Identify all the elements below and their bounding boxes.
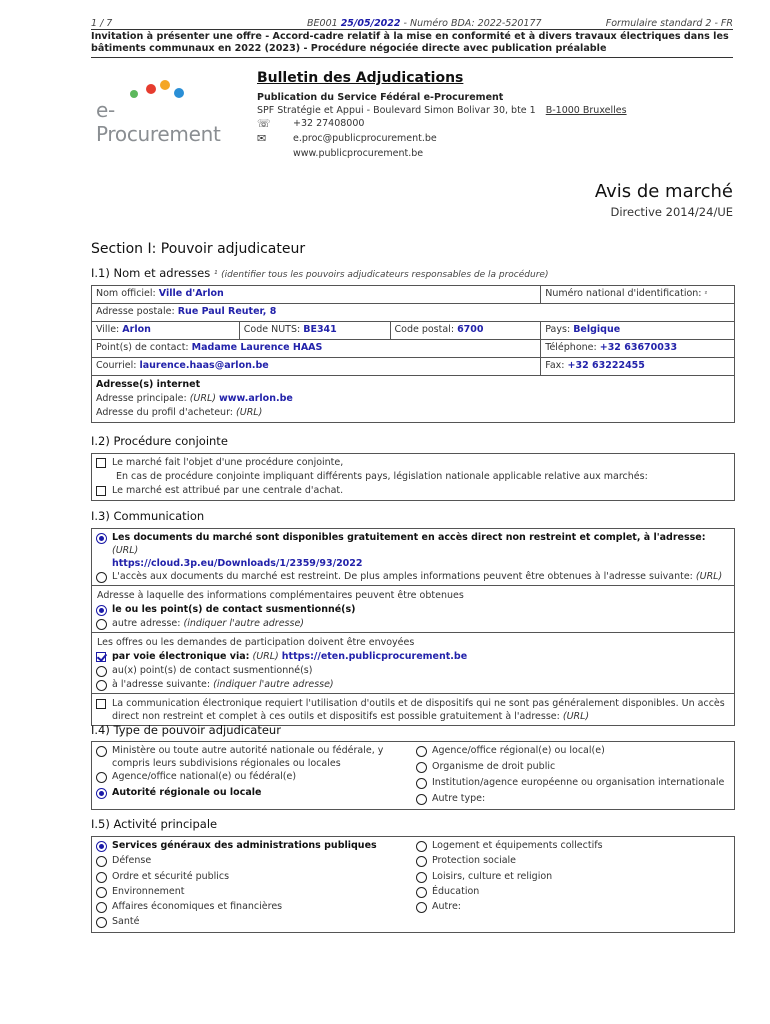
authority-type-option[interactable]: Institution/agence européenne ou organisation internationale [412,776,734,792]
authority-type-radio[interactable] [416,778,427,789]
form-type: Formulaire standard 2 - FR [605,18,733,29]
logo-dot-green [130,90,138,98]
docs-access-group [92,529,734,585]
i1-heading: I.1) Nom et adresses ¹ (identifier tous les pouvoirs adjudicateurs responsables de la procédure) [91,266,549,280]
submission-contact-radio[interactable] [96,666,107,677]
logo-dot-blue [174,88,184,98]
city-cell: Ville: Arlon [92,322,240,340]
phone-icon: ☏ [257,117,271,130]
internet-cell: Adresse(s) internet Adresse principale: (URL) www.arlon.be Adresse du profil d'acheteur: (URL) [92,376,735,423]
activity-radio[interactable] [416,841,427,852]
i4-panel [91,741,735,810]
i4-right-column [412,744,734,808]
bulletin-title: Bulletin des Adjudications [257,70,464,86]
logo-text: e-Procurement [96,98,221,146]
docs-restricted-radio[interactable] [96,572,107,583]
main-address-link[interactable]: www.arlon.be [219,393,293,404]
tools-option[interactable]: La communication électronique requiert l'utilisation d'outils et de dispositifs qui ne sont pas généralement disponibles. Un accès direct non restreint et complet à ces outils et dispositifs est possible gratuitement à l'adresse: (URL) [92,697,734,723]
authority-type-radio[interactable] [96,746,107,757]
i5-panel [91,836,735,933]
submission-electronic-option[interactable]: par voie électronique via: (URL) https://eten.publicprocurement.be [92,650,734,664]
i3-panel [91,528,735,726]
joint-procedure-option[interactable]: Le marché fait l'objet d'une procédure conjointe, [92,456,734,470]
avis-title: Avis de marché [594,181,733,202]
docs-free-option[interactable]: Les documents du marché sont disponibles gratuitement en accès direct non restreint et complet, à l'adresse: (URL) https://cloud.3p.eu/Downloads/1/2359/93/2022 [92,531,734,570]
i4-heading: I.4) Type de pouvoir adjudicateur [91,723,281,737]
info-address-group [92,585,734,632]
authority-type-radio[interactable] [416,762,427,773]
info-other-radio[interactable] [96,619,107,630]
bulletin-web-row [257,146,737,161]
i5-left-column [92,839,412,931]
authority-type-option[interactable]: Ministère ou toute autre autorité nationale ou fédérale, y compris leurs subdivisions régionales ou locales [92,744,412,770]
logo-dot-orange [160,80,170,90]
authority-type-option[interactable]: Agence/office national(e) ou fédéral(e) [92,770,412,784]
i5-right-column [412,839,734,931]
page-header [91,18,733,30]
i2-heading: I.2) Procédure conjointe [91,434,228,448]
authority-type-option[interactable]: Autorité régionale ou locale [92,786,412,800]
bulletin-city: B-1000 Bruxelles [545,105,627,116]
submission-electronic-checkbox[interactable] [96,652,106,662]
bulletin-phone-row: ☏ +32 27408000 [257,117,365,130]
authority-type-option[interactable]: Autre type: [412,792,734,808]
addresses-table [91,285,735,423]
authority-type-option[interactable]: Agence/office régional(e) ou local(e) [412,744,734,760]
i4-left-column [92,744,412,808]
authority-type-radio[interactable] [96,772,107,783]
authority-type-radio[interactable] [416,794,427,805]
bulletin-address: SPF Stratégie et Appui - Boulevard Simon Bolivar 30, bte 1 B-1000 Bruxelles [257,105,627,116]
activity-radio[interactable] [96,902,107,913]
activity-option[interactable]: Services généraux des administrations publiques [92,839,412,854]
logo-dot-red [146,84,156,94]
section-title: Section I: Pouvoir adjudicateur [91,241,306,257]
activity-option[interactable]: Logement et équipements collectifs [412,839,734,854]
page-number: 1 / 7 [91,18,113,29]
tools-group [92,693,734,725]
central-purchasing-checkbox[interactable] [96,486,106,496]
activity-radio[interactable] [96,917,107,928]
postal-address-cell: Adresse postale: Rue Paul Reuter, 8 [92,304,735,322]
nuts-cell: Code NUTS: BE341 [239,322,390,340]
docs-free-radio[interactable] [96,533,107,544]
i3-heading: I.3) Communication [91,509,205,523]
joint-procedure-checkbox[interactable] [96,458,106,468]
activity-option[interactable]: Santé [92,915,412,930]
i5-heading: I.5) Activité principale [91,817,218,831]
info-contact-radio[interactable] [96,605,107,616]
activity-radio[interactable] [416,856,427,867]
activity-radio[interactable] [416,887,427,898]
info-address-label: Adresse à laquelle des informations complémentaires peuvent être obtenues [97,590,464,601]
docs-url-link[interactable]: https://cloud.3p.eu/Downloads/1/2359/93/2022 [112,558,363,569]
directive: Directive 2014/24/UE [610,205,733,219]
activity-radio[interactable] [416,902,427,913]
country-cell: Pays: Belgique [541,322,735,340]
contact-email-link[interactable]: laurence.haas@arlon.be [139,360,269,371]
authority-type-option[interactable]: Organisme de droit public [412,760,734,776]
joint-procedure-note: En cas de procédure conjointe impliquant différents pays, législation nationale applicable relative aux marchés: [116,471,648,482]
contact-cell: Point(s) de contact: Madame Laurence HAAS [92,340,541,358]
publication-date: 25/05/2022 [340,18,401,29]
bulletin-email-row [257,131,737,146]
activity-radio[interactable] [96,856,107,867]
activity-option[interactable]: Environnement [92,885,412,900]
national-id-cell: Numéro national d'identification: ² [541,286,735,304]
docs-restricted-option[interactable]: L'accès aux documents du marché est restreint. De plus amples informations peuvent être obtenues à l'adresse suivante: (URL) [92,570,734,584]
official-name-cell: Nom officiel: Ville d'Arlon [92,286,541,304]
activity-option[interactable]: Ordre et sécurité publics [92,870,412,885]
activity-option[interactable]: Affaires économiques et financières [92,900,412,915]
postcode-cell: Code postal: 6700 [390,322,541,340]
activity-radio[interactable] [96,887,107,898]
reference: BE001 25/05/2022 - Numéro BDA: 2022-520177 [307,18,542,29]
info-other-option[interactable]: autre adresse: (indiquer l'autre adresse) [92,617,734,631]
envelope-icon: ✉ [257,132,267,145]
activity-radio[interactable] [416,872,427,883]
activity-option[interactable]: Éducation [412,885,734,900]
activity-radio[interactable] [96,872,107,883]
buyer-profile-row: Adresse du profil d'acheteur: (URL) [96,407,263,418]
bulletin-block [257,70,737,161]
central-purchasing-option[interactable]: Le marché est attribué par une centrale d'achat. [92,484,734,498]
notice-title: Invitation à présenter une offre - Accord-cadre relatif à la mise en conformité et à divers travaux électriques dans les bâtiments communaux en 2022 (2023) - Procédure négociée directe avec publication préalable [91,31,733,58]
email-cell: Courriel: laurence.haas@arlon.be [92,358,541,376]
submission-url-link[interactable]: https://eten.publicprocurement.be [281,651,468,662]
submission-address-radio[interactable] [96,680,107,691]
submission-contact-option[interactable]: au(x) point(s) de contact susmentionné(s) [92,664,734,678]
activity-option[interactable]: Loisirs, culture et religion [412,870,734,885]
bulletin-subtitle: Publication du Service Fédéral e-Procurement [257,92,504,103]
fax-cell: Fax: +32 63222455 [541,358,735,376]
bulletin-email[interactable]: e.proc@publicprocurement.be [293,133,437,144]
info-contact-option[interactable]: le ou les point(s) de contact susmentionné(s) [92,603,734,617]
activity-option[interactable]: Protection sociale [412,854,734,869]
activity-option[interactable]: Autre: [412,900,734,915]
main-address-row: Adresse principale: (URL) www.arlon.be [96,393,293,404]
e-procurement-logo [96,80,222,146]
authority-type-radio[interactable] [416,746,427,757]
submission-label: Les offres ou les demandes de participation doivent être envoyées [97,637,415,648]
i2-panel [91,453,735,501]
bulletin-web[interactable]: www.publicprocurement.be [293,148,424,159]
activity-option[interactable]: Défense [92,854,412,869]
activity-radio[interactable] [96,841,107,852]
submission-address-option[interactable]: à l'adresse suivante: (indiquer l'autre adresse) [92,678,734,692]
authority-type-radio[interactable] [96,788,107,799]
phone-cell: Téléphone: +32 63670033 [541,340,735,358]
i1-note: (identifier tous les pouvoirs adjudicateurs responsables de la procédure) [221,270,549,280]
tools-checkbox[interactable] [96,699,106,709]
submission-group [92,632,734,693]
